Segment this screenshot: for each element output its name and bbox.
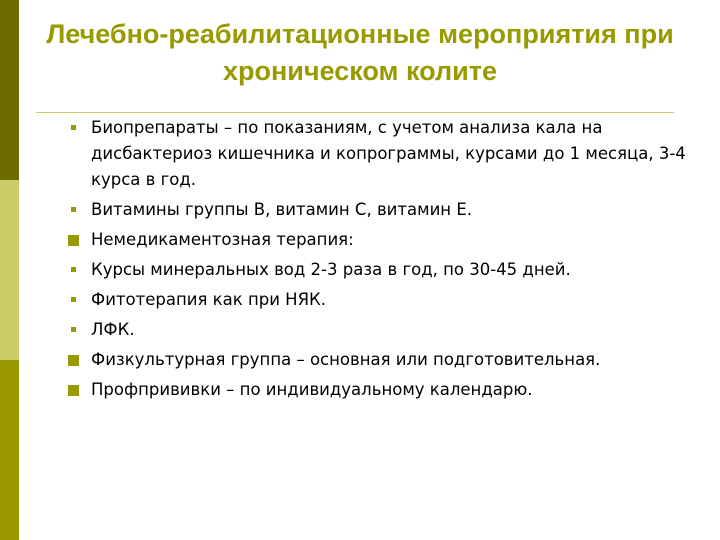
- list-item: [66, 317, 686, 343]
- list-item-text: Биопрепараты – по показаниям, с учетом анализа кала на дисбактериоз кишечника и копрограммы, курсами до 1 месяца, 3-4 курса в год.: [91, 118, 686, 189]
- small-square-bullet-icon: [71, 297, 76, 302]
- list-item-text: Физкультурная группа – основная или подготовительная.: [91, 350, 601, 369]
- list-item: [66, 257, 686, 283]
- list-item: [66, 287, 686, 313]
- large-square-bullet-icon: [68, 385, 79, 396]
- small-square-bullet-icon: [71, 207, 76, 212]
- slide-title: Лечебно-реабилитационные мероприятия при хроническом колите: [46, 19, 674, 86]
- left-accent-bar-dark: [0, 0, 19, 180]
- list-item: [66, 377, 686, 403]
- large-square-bullet-icon: [68, 235, 79, 246]
- list-item: [66, 347, 686, 373]
- list-item-text: ЛФК.: [91, 320, 135, 339]
- title-divider: [36, 112, 674, 113]
- left-accent-bar-light: [0, 180, 19, 360]
- small-square-bullet-icon: [71, 125, 76, 130]
- bullet-list: [66, 115, 686, 407]
- small-square-bullet-icon: [71, 327, 76, 332]
- list-item-text: Курсы минеральных вод 2-3 раза в год, по 30-45 дней.: [91, 260, 571, 279]
- list-item: [66, 227, 686, 253]
- list-item: [66, 115, 686, 193]
- list-item-text: Фитотерапия как при НЯК.: [91, 290, 327, 309]
- left-accent-bar-medium: [0, 360, 19, 540]
- list-item-text: Витамины группы В, витамин С, витамин Е.: [91, 200, 472, 219]
- list-item-text: Профпрививки – по индивидуальному календарю.: [91, 380, 533, 399]
- list-item: [66, 197, 686, 223]
- small-square-bullet-icon: [71, 267, 76, 272]
- large-square-bullet-icon: [68, 355, 79, 366]
- list-item-text: Немедикаментозная терапия:: [91, 230, 354, 249]
